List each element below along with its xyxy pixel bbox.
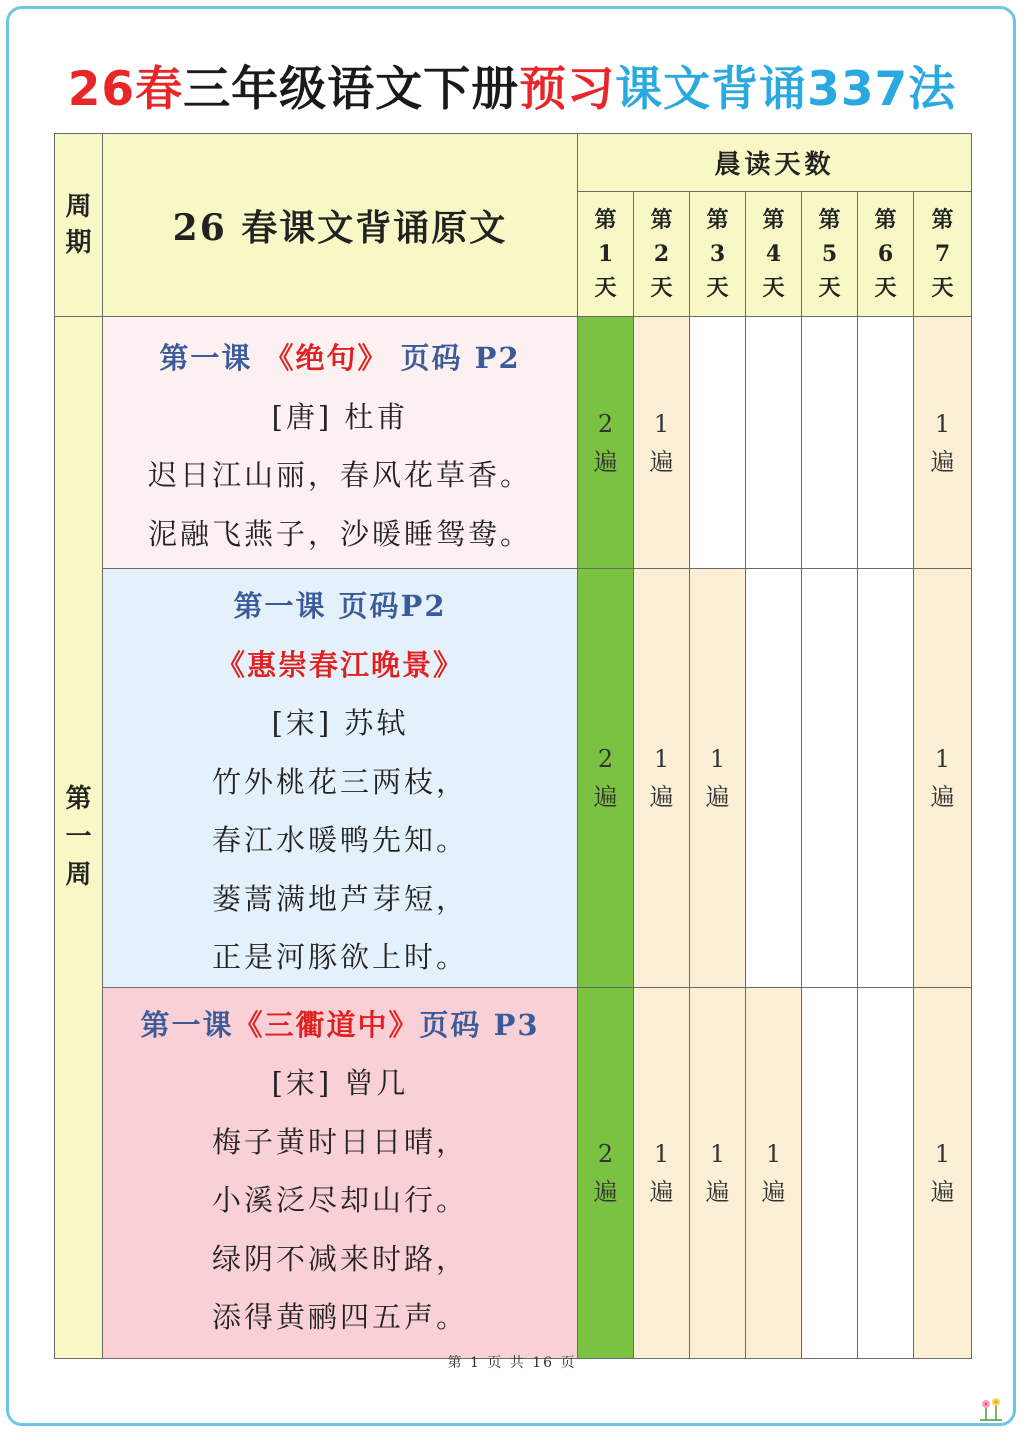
- day-header-3: 第 3 天: [690, 192, 746, 317]
- lesson-3-day-2: 1 遍: [634, 987, 690, 1358]
- title-part-3: 预习: [519, 62, 616, 117]
- lesson-3-line-3: 绿阴不减来时路，: [211, 1241, 468, 1276]
- lesson-3-day-6: [858, 987, 914, 1358]
- lesson-2-title: 《惠崇春江晚景》: [215, 647, 464, 682]
- lesson-2-heading: 第一课 页码P2: [233, 589, 447, 623]
- page-footer: 第 1 页 共 16 页: [447, 1355, 577, 1371]
- day-header-2: 第 2 天: [634, 192, 690, 317]
- day-header-6: 第 6 天: [858, 192, 914, 317]
- lesson-2-day-6: [858, 569, 914, 988]
- day-header-7: 第 7 天: [914, 192, 972, 317]
- lesson-1-day-5: [802, 317, 858, 569]
- lesson-3-line-4: 添得黄鹂四五声。: [211, 1300, 468, 1334]
- lesson-3-day-7: 1 遍: [914, 987, 972, 1358]
- lesson-1-day-7: 1 遍: [914, 317, 972, 569]
- recitation-table: [54, 133, 972, 1359]
- days-header: 晨读天数: [578, 134, 972, 192]
- week-header-2: 期: [65, 228, 92, 258]
- title-part-2: 三年级语文下册: [183, 62, 520, 117]
- lesson-1-day-1: 2 遍: [578, 317, 634, 569]
- lesson-1-day-3: [690, 317, 746, 569]
- day-header-1: 第 1 天: [578, 192, 634, 317]
- lesson-2-line-2: 春江水暖鸭先知。: [211, 823, 468, 857]
- page-title: [0, 52, 1024, 119]
- title-part-4: 课文背诵337法: [615, 62, 957, 117]
- lesson-1-text: [103, 317, 578, 569]
- lesson-3-day-5: [802, 987, 858, 1358]
- lesson-1-day-4: [746, 317, 802, 569]
- lesson-1-line-2: 泥融飞燕子，沙暖睡鸳鸯。: [147, 516, 532, 551]
- lesson-2-day-2: 1 遍: [634, 569, 690, 988]
- text-header: 26 春课文背诵原文: [103, 134, 578, 317]
- lesson-3-text: [103, 987, 578, 1358]
- lesson-2-author: [宋] 苏轼: [271, 706, 409, 740]
- week-label: 第 一 周: [55, 317, 103, 1359]
- lesson-2-line-1: 竹外桃花三两枝，: [211, 764, 468, 799]
- day-header-4: 第 4 天: [746, 192, 802, 317]
- lesson-3-day-1: 2 遍: [578, 987, 634, 1358]
- lesson-2-text: [103, 569, 578, 988]
- lesson-2-day-3: 1 遍: [690, 569, 746, 988]
- lesson-3-line-2: 小溪泛尽却山行。: [211, 1183, 468, 1217]
- lesson-1-day-2: 1 遍: [634, 317, 690, 569]
- lesson-2-day-7: 1 遍: [914, 569, 972, 988]
- week-header: [55, 134, 103, 317]
- lesson-1-line-1: 迟日江山丽，春风花草香。: [147, 458, 532, 492]
- flower-decoration-icon: [976, 1396, 1006, 1422]
- week-header-1: 周: [65, 192, 92, 222]
- title-part-1: 26春: [67, 62, 184, 117]
- lesson-2-line-3: 蒌蒿满地芦芽短，: [211, 881, 468, 916]
- lesson-3-day-3: 1 遍: [690, 987, 746, 1358]
- lesson-3-author: [宋] 曾几: [271, 1066, 409, 1100]
- lesson-3-heading: 第一课《三衢道中》页码 P3: [140, 1007, 540, 1042]
- lesson-1-author: [唐] 杜甫: [271, 399, 409, 434]
- lesson-3-day-4: 1 遍: [746, 987, 802, 1358]
- day-header-5: 第 5 天: [802, 192, 858, 317]
- lesson-3-line-1: 梅子黄时日日晴，: [211, 1124, 468, 1159]
- lesson-1-day-6: [858, 317, 914, 569]
- lesson-2-line-4: 正是河豚欲上时。: [211, 940, 468, 974]
- lesson-2-day-5: [802, 569, 858, 988]
- lesson-2-day-1: 2 遍: [578, 569, 634, 988]
- lesson-1-heading: 第一课 《绝句》 页码 P2: [159, 341, 521, 375]
- lesson-2-day-4: [746, 569, 802, 988]
